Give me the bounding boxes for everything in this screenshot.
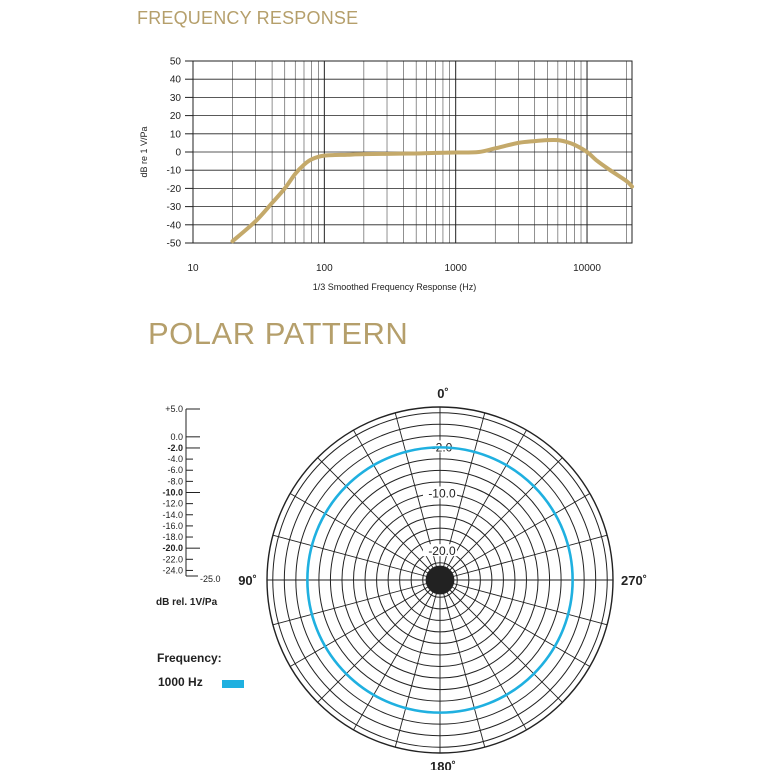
- polar-grid-spoke: [354, 580, 441, 730]
- polar-ring-label: -10.0: [428, 486, 456, 501]
- freq-x-tick-label: 10000: [573, 263, 601, 274]
- freq-x-axis-label: 1/3 Smoothed Frequency Response (Hz): [312, 282, 477, 292]
- polar-scale-tick-label: +5.0: [165, 404, 183, 414]
- freq-y-tick-label: 10: [169, 129, 181, 141]
- polar-scale-tick-label: 0.0: [170, 431, 183, 442]
- polar-grid-spoke: [354, 430, 441, 580]
- polar-angle-label: 90˚: [238, 573, 257, 588]
- polar-scale-tick-label: -18.0: [162, 532, 183, 543]
- polar-scale-tick-label: -22.0: [162, 554, 183, 565]
- polar-grid-spoke: [440, 580, 590, 667]
- legend-title: Frequency:: [157, 651, 222, 665]
- freq-y-tick-label: -10: [166, 165, 181, 177]
- polar-scale-tick-label: -2.0: [167, 442, 183, 453]
- polar-scale-tick-label: -8.0: [167, 476, 183, 487]
- polar-scale-tick-label: -14.0: [162, 509, 183, 520]
- polar-center-hub: [426, 566, 455, 595]
- polar-angle-label: 0˚: [437, 386, 449, 401]
- polar-scale-tick-label: -10.0: [162, 487, 183, 498]
- polar-grid-spoke: [440, 494, 590, 581]
- polar-scale-bottom-label: -25.0: [200, 574, 221, 584]
- polar-scale-tick-label: -6.0: [167, 465, 183, 476]
- freq-y-tick-label: 30: [169, 92, 181, 104]
- polar-scale-tick-label: -24.0: [162, 565, 183, 576]
- polar-grid-spoke: [440, 580, 527, 730]
- freq-x-tick-label: 100: [315, 263, 333, 274]
- polar-scale-tick-label: -16.0: [162, 520, 183, 531]
- polar-grid-spoke: [290, 494, 440, 581]
- polar-grid-spoke: [290, 580, 440, 667]
- freq-x-tick-label: 10: [187, 263, 199, 274]
- freq-y-axis-label: dB re 1 V/Pa: [139, 126, 149, 178]
- polar-grid: [267, 407, 613, 753]
- freq-y-tick-label: -30: [166, 202, 181, 214]
- freq-y-tick-label: 0: [175, 147, 181, 159]
- freq-y-tick-label: 50: [169, 56, 181, 68]
- polar-ring-label: -20.0: [428, 544, 456, 559]
- polar-ring-label: -2.0: [431, 440, 453, 455]
- polar-scale-unit-label: dB rel. 1V/Pa: [156, 597, 218, 608]
- frequency-response-title: FREQUENCY RESPONSE: [137, 8, 359, 28]
- freq-x-tick-label: 1000: [444, 263, 467, 274]
- freq-y-tick-label: -50: [166, 238, 181, 250]
- legend-swatch-1000hz: [222, 680, 244, 688]
- polar-angle-label: 270˚: [621, 573, 648, 588]
- polar-scale-tick-label: -12.0: [162, 498, 183, 509]
- polar-scale-tick-label: -4.0: [167, 454, 183, 465]
- freq-y-tick-label: -40: [166, 220, 181, 232]
- freq-y-tick-label: -20: [166, 183, 181, 195]
- polar-scale-tick-label: -20.0: [162, 543, 183, 554]
- polar-pattern-title: POLAR PATTERN: [148, 316, 409, 351]
- freq-y-tick-label: 20: [169, 111, 181, 123]
- freq-y-tick-label: 40: [169, 74, 181, 86]
- legend-entry-1000hz: 1000 Hz: [158, 675, 203, 689]
- polar-angle-label: 180˚: [429, 759, 457, 770]
